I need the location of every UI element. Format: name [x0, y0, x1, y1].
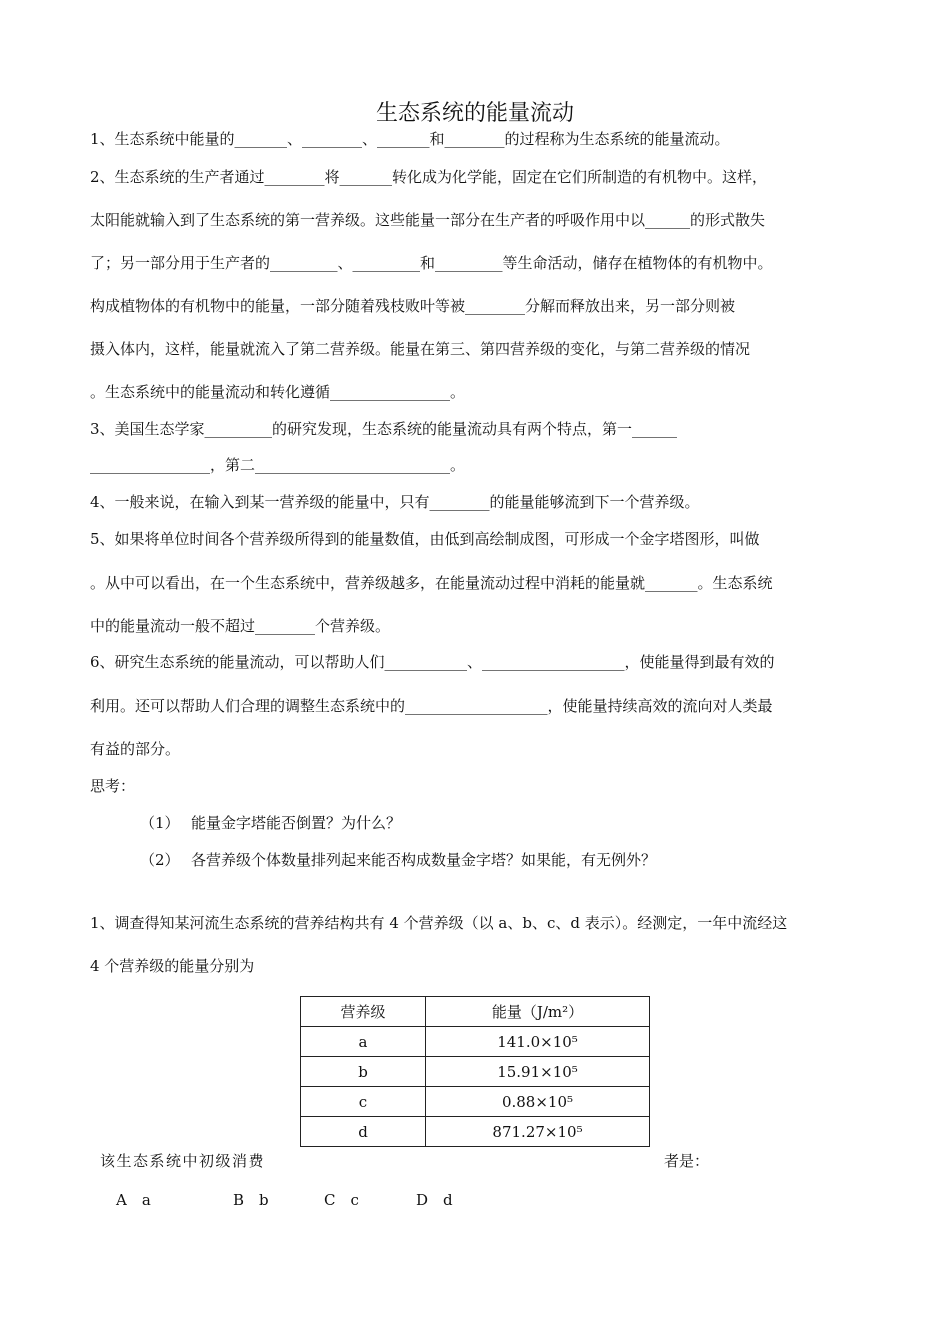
option-a[interactable]: A a	[116, 1191, 151, 1209]
question-5-line-2: 。从中可以看出，在一个生态系统中，营养级越多，在能量流动过程中消耗的能量就_______。生态系统	[90, 574, 773, 592]
table-row	[301, 1027, 650, 1057]
table-cell-level: b	[301, 1057, 426, 1087]
question-6-line-1: 6、研究生态系统的能量流动，可以帮助人们___________、___________________，使能量得到最有效的	[90, 653, 775, 671]
exercise-1-line-1: 1、调查得知某河流生态系统的营养结构共有 4 个营养级（以 a、b、c、d 表示）。经测定，一年中流经这	[90, 914, 788, 932]
question-2-line-4: 构成植物体的有机物中的能量，一部分随着残枝败叶等被________分解而释放出来，另一部分则被	[90, 297, 736, 315]
question-6-line-2: 利用。还可以帮助人们合理的调整生态系统中的___________________，使能量持续高效的流向对人类最	[90, 697, 773, 715]
table-cell-energy: 141.0×10⁵	[426, 1027, 650, 1057]
table-cell-level: c	[301, 1087, 426, 1117]
table-header-level: 营养级	[301, 997, 426, 1027]
thinking-q2-number: （2）	[140, 851, 180, 869]
question-5-line-3: 中的能量流动一般不超过________个营养级。	[90, 617, 391, 635]
document-title: 生态系统的能量流动	[375, 101, 574, 126]
question-3-line-1: 3、美国生态学家_________的研究发现，生态系统的能量流动具有两个特点，第一______	[90, 420, 678, 438]
exercise-1-stem-left: 该生态系统中初级消费	[100, 1152, 266, 1170]
exercise-1-stem-right: 者是：	[664, 1152, 710, 1170]
option-c[interactable]: C c	[324, 1191, 359, 1209]
table-header-energy: 能量（J/m²）	[426, 997, 650, 1027]
table-cell-level: a	[301, 1027, 426, 1057]
energy-table	[300, 996, 650, 1147]
thinking-q1-text: 能量金字塔能否倒置？为什么？	[191, 814, 402, 832]
question-2-line-1: 2、生态系统的生产者通过________将_______转化成为化学能，固定在它们所制造的有机物中。这样，	[90, 168, 768, 186]
thinking-q1-number: （1）	[140, 814, 180, 832]
option-d[interactable]: D d	[416, 1191, 453, 1209]
table-cell-energy: 0.88×10⁵	[426, 1087, 650, 1117]
question-1-text: 1、生态系统中能量的_______、________、_______和________的过程称为生态系统的能量流动。	[90, 130, 730, 148]
thinking-heading: 思考：	[90, 777, 136, 795]
table-row	[301, 1087, 650, 1117]
table-cell-energy: 871.27×10⁵	[426, 1117, 650, 1147]
table-cell-energy: 15.91×10⁵	[426, 1057, 650, 1087]
question-4-text: 4、一般来说，在输入到某一营养级的能量中，只有________的能量能够流到下一个营养级。	[90, 493, 700, 511]
exercise-1-line-2: 4 个营养级的能量分别为	[90, 957, 255, 975]
table-cell-level: d	[301, 1117, 426, 1147]
question-6-line-3: 有益的部分。	[90, 740, 181, 758]
table-header-row	[301, 997, 650, 1027]
option-b[interactable]: B b	[233, 1191, 269, 1209]
question-2-line-5: 摄入体内，这样，能量就流入了第二营养级。能量在第三、第四营养级的变化，与第二营养级的情况	[90, 340, 751, 358]
thinking-q2-text: 各营养级个体数量排列起来能否构成数量金字塔？如果能，有无例外？	[191, 851, 657, 869]
table-row	[301, 1117, 650, 1147]
question-3-line-2: ________________，第二__________________________。	[90, 456, 466, 474]
table-row	[301, 1057, 650, 1087]
question-2-line-6: 。生态系统中的能量流动和转化遵循________________。	[90, 383, 466, 401]
question-2-line-3: 了；另一部分用于生产者的_________、_________和_________等生命活动，储存在植物体的有机物中。	[90, 254, 773, 272]
question-2-line-2: 太阳能就输入到了生态系统的第一营养级。这些能量一部分在生产者的呼吸作用中以______的形式散失	[90, 211, 766, 229]
question-5-line-1: 5、如果将单位时间各个营养级所得到的能量数值，由低到高绘制成图，可形成一个金字塔图形，叫做	[90, 530, 760, 548]
